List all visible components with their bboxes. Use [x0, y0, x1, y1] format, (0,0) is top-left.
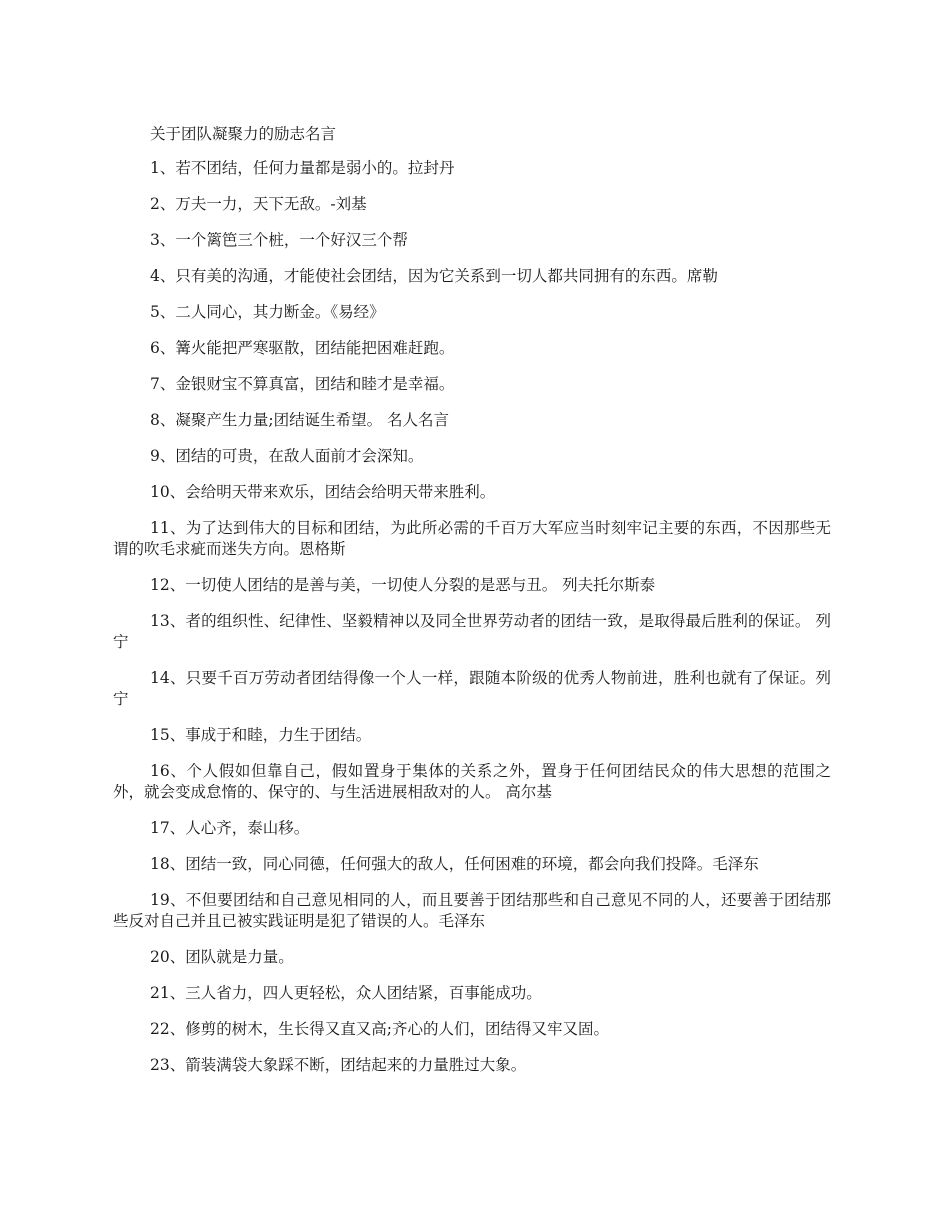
quote-paragraph: 8、凝聚产生力量;团结诞生希望。 名人名言 [150, 411, 450, 429]
quote-paragraph: 6、篝火能把严寒驱散，团结能把困难赶跑。 [150, 339, 455, 357]
quote-paragraph: 2、万夫一力，天下无敌。-刘基 [150, 195, 367, 213]
quote-paragraph: 23、箭装满袋大象踩不断，团结起来的力量胜过大象。 [150, 1056, 527, 1074]
quote-paragraph: 20、团队就是力量。 [150, 948, 294, 966]
quote-paragraph: 13、者的组织性、纪律性、坚毅精神以及同全世界劳动者的团结一致，是取得最后胜利的保证。 列宁 [113, 612, 831, 651]
quote-paragraph: 14、只要千百万劳动者团结得像一个人一样，跟随本阶级的优秀人物前进，胜利也就有了保证。列宁 [113, 669, 831, 708]
quote-paragraph: 1、若不团结，任何力量都是弱小的。拉封丹 [150, 159, 455, 177]
quote-paragraph: 19、不但要团结和自己意见相同的人，而且要善于团结那些和自己意见不同的人，还要善于团结那些反对自己并且已被实践证明是犯了错误的人。毛泽东 [113, 891, 831, 930]
document-page [113, 124, 831, 1091]
quote-paragraph: 16、个人假如但靠自己，假如置身于集体的关系之外，置身于任何团结民众的伟大思想的范围之外，就会变成怠惰的、保守的、与生活进展相敌对的人。 高尔基 [113, 762, 831, 801]
quote-paragraph: 22、修剪的树木，生长得又直又高;齐心的人们，团结得又牢又固。 [150, 1020, 609, 1038]
quote-paragraph: 21、三人省力，四人更轻松，众人团结紧，百事能成功。 [150, 984, 542, 1002]
quote-paragraph: 9、团结的可贵，在敌人面前才会深知。 [150, 447, 424, 465]
quote-paragraph: 18、团结一致，同心同德，任何强大的敌人，任何困难的环境，都会向我们投降。毛泽东 [150, 855, 759, 873]
quote-paragraph: 12、一切使人团结的是善与美，一切使人分裂的是恶与丑。 列夫托尔斯泰 [150, 576, 656, 594]
quote-paragraph: 4、只有美的沟通，才能使社会团结，因为它关系到一切人都共同拥有的东西。席勒 [150, 267, 718, 285]
quote-paragraph: 5、二人同心，其力断金。《易经》 [150, 303, 385, 321]
quote-paragraph: 3、一个篱笆三个桩，一个好汉三个帮 [150, 231, 408, 249]
quote-paragraph: 11、为了达到伟大的目标和团结，为此所必需的千百万大军应当时刻牢记主要的东西，不因那些无谓的吹毛求疵而迷失方向。恩格斯 [113, 519, 831, 558]
quote-paragraph: 17、人心齐，泰山移。 [150, 819, 310, 837]
quote-paragraph: 10、会给明天带来欢乐，团结会给明天带来胜利。 [150, 483, 496, 501]
document-title: 关于团队凝聚力的励志名言 [150, 125, 337, 143]
quote-paragraph: 15、事成于和睦，力生于团结。 [150, 726, 372, 744]
quote-paragraph: 7、金银财宝不算真富，团结和睦才是幸福。 [150, 375, 455, 393]
